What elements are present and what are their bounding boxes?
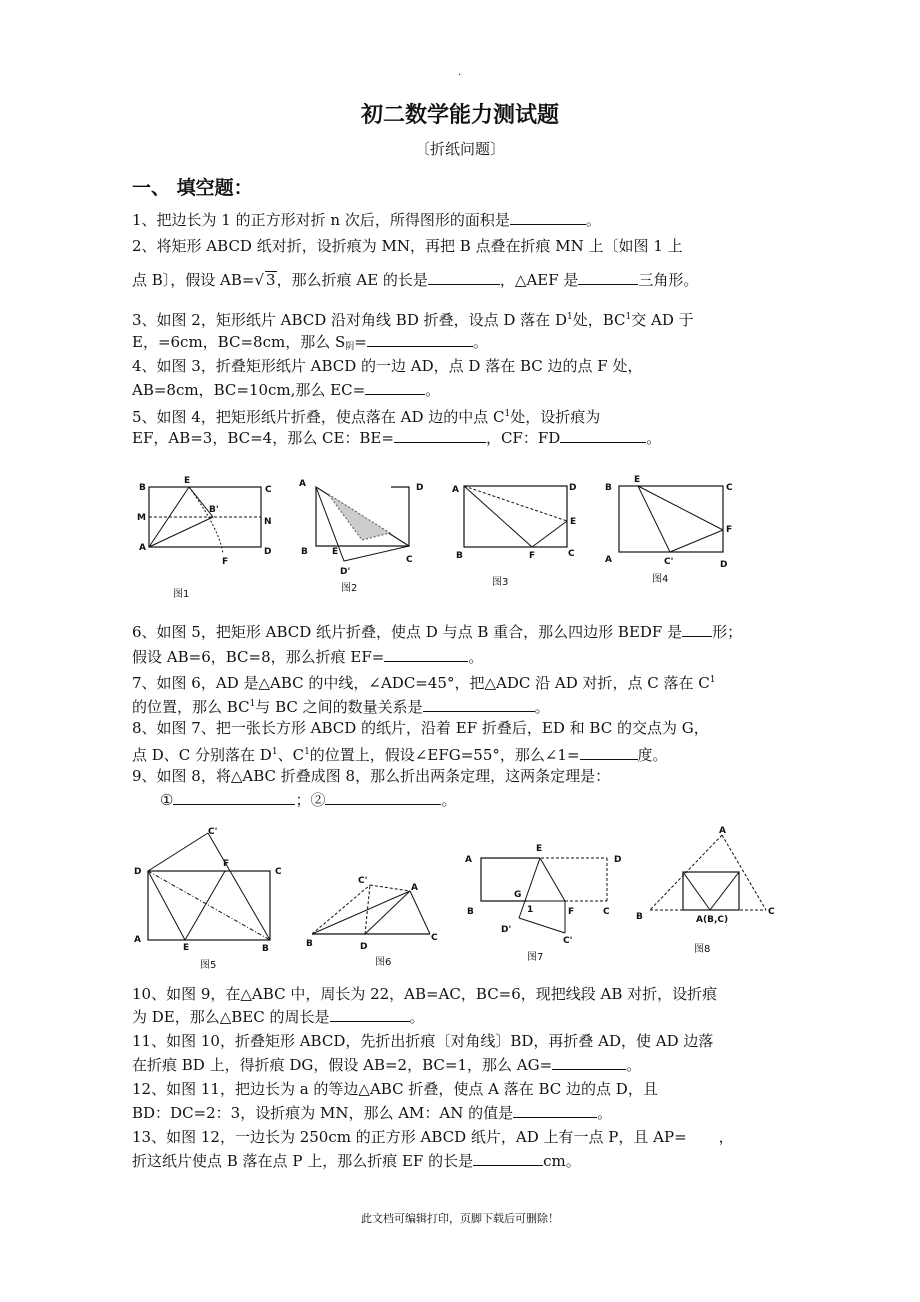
fig2-label-C: C (406, 555, 413, 565)
q7-blank[interactable] (423, 697, 535, 712)
fig5-label-F: F (223, 859, 230, 869)
fig7-label-D: D (614, 855, 622, 865)
fig1-label-M: M (137, 513, 146, 523)
q12-blank[interactable] (513, 1103, 597, 1118)
q3-text-1b: 处，BC (572, 311, 626, 329)
q3-text-2b: = (354, 333, 367, 351)
fig8-label-A: A (719, 826, 726, 836)
fig7-label-F: F (568, 907, 575, 917)
fig6-label-A: A (411, 883, 418, 893)
question-5-line-2 (132, 428, 661, 448)
q3-sub: 阴 (345, 342, 355, 352)
fig1-label-C: C (265, 485, 272, 495)
fig7-label-C1: C' (563, 936, 573, 946)
question-12-line-1 (132, 1079, 658, 1099)
fig1-label-D: D (264, 547, 272, 557)
fig2-caption: 图2 (341, 583, 358, 594)
fig2-label-B: B (301, 547, 308, 557)
fig6-label-D: D (360, 942, 368, 952)
fig2-label-D: D (416, 483, 424, 493)
header-dot: · (458, 70, 462, 81)
q3-text-2c: 。 (472, 333, 488, 351)
fig6-label-C1: C' (358, 876, 368, 886)
page-subtitle: 〔折纸问题〕 (414, 140, 505, 158)
figure-6 (300, 865, 450, 975)
fig8-caption: 图8 (694, 944, 711, 955)
q8-text-2d: 度。 (637, 746, 668, 764)
fig5-label-B: B (262, 944, 269, 954)
question-12-line-2 (132, 1103, 612, 1123)
q2-text-2a: 点 B〕，假设 AB= (132, 271, 255, 289)
figure-2 (290, 470, 430, 600)
fig1-label-A: A (139, 543, 146, 553)
q3-blank[interactable] (367, 332, 473, 347)
q7-text-2b: 与 BC 之间的数量关系是 (255, 698, 423, 716)
question-9-line-2 (160, 790, 456, 810)
q10-text-1: 10、如图 9，在△ABC 中，周长为 22，AB=AC，BC=6，现把线段 AB 对折，设折痕 (132, 985, 718, 1003)
figure-5 (128, 825, 293, 975)
fig5-caption: 图5 (200, 960, 217, 971)
fig1-label-B: B (139, 483, 146, 493)
fig1-label-E: E (184, 476, 191, 486)
fig5-label-C1: C' (208, 827, 218, 837)
q4-text-2b: 。 (425, 381, 441, 399)
q2-blank-2[interactable] (578, 270, 638, 285)
q8-text-2b: 、C (277, 746, 305, 764)
fig2-label-E: E (332, 547, 339, 557)
question-4-line-2 (132, 380, 440, 400)
question-2-line-1 (132, 236, 683, 256)
sqrt-value: 3 (266, 271, 276, 289)
fig7-label-A: A (465, 855, 472, 865)
fig8-label-C: C (768, 907, 775, 917)
q8-sup-1: 1 (271, 747, 278, 757)
fig3-label-F: F (529, 551, 536, 561)
fig2-label-D1: D' (340, 567, 351, 577)
question-13-line-2 (132, 1151, 581, 1171)
page-footer: 此文档可编辑打印，页脚下载后可删除！ (361, 1212, 559, 1225)
q7-sup-2: 1 (249, 699, 256, 709)
question-3-line-2 (132, 332, 488, 357)
fig3-label-A: A (452, 485, 459, 495)
question-7-line-2 (132, 694, 550, 717)
question-9-line-1 (132, 766, 610, 786)
q5-text-2b: ，CF：FD (485, 429, 561, 447)
fig6-caption: 图6 (375, 957, 392, 968)
fig1-label-Bp: B' (209, 505, 219, 515)
q13-text-1a: 13、如图 12，一边长为 250cm 的正方形 ABCD 纸片，AD 上有一点 P，且 AP= (132, 1128, 687, 1146)
fig4-label-C: C (726, 483, 733, 493)
fig4-caption: 图4 (652, 574, 669, 585)
fig4-label-C1: C' (664, 557, 674, 567)
q6-blank-2[interactable] (384, 647, 468, 662)
q6-blank-1[interactable] (682, 622, 712, 637)
q9-blank-1[interactable] (173, 790, 295, 805)
q13-text-2a: 折这纸片使点 B 落在点 P 上，那么折痕 EF 的长是 (132, 1152, 474, 1170)
q9-blank-2[interactable] (325, 790, 441, 805)
fig5-label-E: E (183, 943, 190, 953)
fig3-label-B: B (456, 551, 463, 561)
question-10-line-2 (132, 1007, 425, 1027)
fig7-label-B: B (467, 907, 474, 917)
question-8-line-1 (132, 718, 709, 738)
question-11-line-2 (132, 1055, 641, 1075)
q7-text-2a: 的位置，那么 BC (132, 698, 250, 716)
q12-text-2a: BD：DC=2：3，设折痕为 MN，那么 AM：AN 的值是 (132, 1104, 514, 1122)
question-2-line-2 (132, 270, 698, 290)
q3-sup-2: 1 (625, 312, 632, 322)
question-6-line-2 (132, 647, 483, 667)
q1-end: 。 (585, 211, 601, 229)
fig2-label-A: A (299, 479, 306, 489)
fig6-label-B: B (306, 939, 313, 949)
fig7-caption: 图7 (527, 952, 544, 963)
q3-sup-1: 1 (566, 312, 573, 322)
q10-text-2a: 为 DE，那么△BEC 的周长是 (132, 1008, 330, 1026)
q9-text-1: 9、如图 8，将△ABC 折叠成图 8，那么折出两条定理，这两条定理是： (132, 767, 611, 785)
q5-blank-2[interactable] (560, 428, 646, 443)
q7-sup: 1 (709, 675, 716, 685)
q12-text-2b: 。 (597, 1104, 613, 1122)
q11-text-2b: 。 (626, 1056, 642, 1074)
fig5-label-C: C (275, 867, 282, 877)
fig4-label-D: D (720, 560, 728, 570)
q5-text-1b: 处，设折痕为 (510, 408, 601, 426)
q8-text-2a: 点 D、C 分别落在 D (132, 746, 272, 764)
q4-blank[interactable] (365, 380, 425, 395)
q5-blank-1[interactable] (394, 428, 486, 443)
fig4-label-E: E (634, 475, 641, 485)
question-6-line-1 (132, 622, 742, 642)
fig7-label-D1: D' (501, 925, 512, 935)
section-heading: 一、 填空题： (132, 177, 253, 199)
q5-text-2c: 。 (646, 429, 662, 447)
q6-text-1a: 6、如图 5，把矩形 ABCD 纸片折叠，使点 D 与点 B 重合，那么四边形 BEDF 是 (132, 623, 683, 641)
q13-blank[interactable] (473, 1151, 543, 1166)
fig6-label-C: C (431, 933, 438, 943)
figure-8 (630, 822, 780, 962)
fig5-label-A: A (134, 935, 141, 945)
q7-text-2c: 。 (534, 698, 550, 716)
fig4-label-F: F (726, 525, 733, 535)
q3-text-1a: 3、如图 2，矩形纸片 ABCD 沿对角线 BD 折叠，设点 D 落在 D (132, 311, 567, 329)
q3-text-2a: E，=6cm，BC=8cm，那么 S (132, 333, 346, 351)
fig7-label-1: 1 (527, 905, 534, 915)
fig3-label-C: C (568, 549, 575, 559)
figure-7 (457, 838, 627, 968)
q11-text-2a: 在折痕 BD 上，得折痕 DG，假设 AB=2，BC=1，那么 AG= (132, 1056, 553, 1074)
q9-text-2a: ① (160, 791, 174, 809)
page-title: 初二数学能力测试题 (360, 103, 559, 128)
q2-text-2c: ，△AEF 是 (499, 271, 579, 289)
fig4-label-A: A (605, 555, 612, 565)
question-13-line-1 (132, 1127, 734, 1147)
q13-text-1b: ， (718, 1128, 734, 1146)
figure-4 (598, 470, 743, 595)
question-4-line-1 (132, 356, 642, 376)
q6-text-2b: 。 (468, 648, 484, 666)
fig4-label-B: B (605, 483, 612, 493)
q2-text-2b: ，那么折痕 AE 的长是 (276, 271, 428, 289)
q1-blank[interactable] (510, 210, 586, 225)
q8-text-2c: 的位置上，假设∠EFG=55°，那么∠1= (309, 746, 580, 764)
fig7-label-C: C (603, 907, 610, 917)
question-1 (132, 210, 601, 230)
fig1-label-N: N (264, 517, 272, 527)
question-8-line-2 (132, 742, 668, 765)
q8-sup-2: 1 (304, 747, 310, 757)
fig7-label-E: E (536, 844, 543, 854)
q5-sup: 1 (504, 409, 511, 419)
q10-text-2b: 。 (409, 1008, 425, 1026)
q11-text-1: 11、如图 10，折叠矩形 ABCD，先折出折痕〔对角线〕BD，再折叠 AD，使 AD 边落 (132, 1032, 714, 1050)
q9-text-2c: 。 (441, 791, 457, 809)
q1-text: 1、把边长为 1 的正方形对折 n 次后，所得图形的面积是 (132, 211, 510, 229)
q13-text-2b: cm。 (543, 1152, 581, 1170)
q6-text-1b: 形； (712, 623, 743, 641)
fig8-label-B: B (636, 912, 643, 922)
fig5-label-D: D (134, 867, 142, 877)
q12-text-1: 12、如图 11，把边长为 a 的等边△ABC 折叠，使点 A 落在 BC 边的点 D，且 (132, 1080, 658, 1098)
fig7-label-G: G (514, 890, 522, 900)
q5-text-1a: 5、如图 4，把矩形纸片折叠，使点落在 AD 边的中点 C (132, 408, 505, 426)
q3-text-1c: 交 AD 于 (631, 311, 694, 329)
fig3-caption: 图3 (492, 577, 509, 588)
question-3-line-1 (132, 307, 694, 330)
q6-text-2a: 假设 AB=6，BC=8，那么折痕 EF= (132, 648, 385, 666)
sqrt-symbol: √ (254, 271, 265, 289)
q7-text-1a: 7、如图 6，AD 是△ABC 的中线，∠ADC=45°，把△ADC 沿 AD 对折，点 C 落在 C (132, 674, 710, 692)
q2-text-2d: 三角形。 (638, 271, 699, 289)
q5-text-2a: EF，AB=3，BC=4，那么 CE：BE= (132, 429, 394, 447)
question-7-line-1 (132, 670, 716, 693)
fig3-label-E: E (570, 517, 577, 527)
q4-text-1: 4、如图 3，折叠矩形纸片 ABCD 的一边 AD，点 D 落在 BC 边的点 F 处， (132, 357, 643, 375)
q8-text-1: 8、如图 7、把一张长方形 ABCD 的纸片，沿着 EF 折叠后，ED 和 BC 的交点为 G， (132, 719, 709, 737)
q2-blank-1[interactable] (428, 270, 500, 285)
fig3-label-D: D (569, 483, 577, 493)
figure-1 (130, 470, 280, 605)
fig1-label-F: F (222, 557, 229, 567)
fig1-caption: 图1 (173, 589, 190, 600)
q8-blank[interactable] (580, 745, 638, 760)
question-5-line-1 (132, 404, 600, 427)
q9-text-2b: ；② (295, 791, 326, 809)
figure-3 (445, 470, 590, 595)
question-10-line-1 (132, 984, 717, 1004)
q2-text-1: 2、将矩形 ABCD 纸对折，设折痕为 MN，再把 B 点叠在折痕 MN 上〔如图 1 上 (132, 237, 683, 255)
fig8-label-ABC: A(B,C) (696, 915, 729, 925)
q4-text-2a: AB=8cm，BC=10cm,那么 EC= (132, 381, 366, 399)
q10-blank[interactable] (330, 1007, 410, 1022)
question-11-line-1 (132, 1031, 713, 1051)
q11-blank[interactable] (552, 1055, 626, 1070)
